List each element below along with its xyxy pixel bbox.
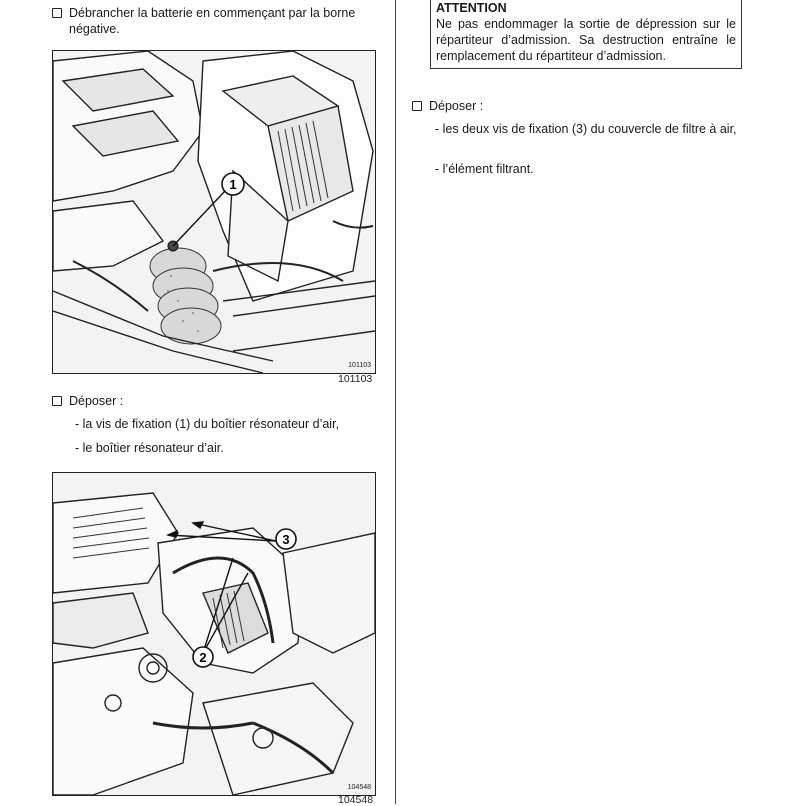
step3-item-2	[415, 161, 755, 177]
step-disconnect-battery	[50, 5, 399, 37]
sub-item-text: - la vis de fixation (1) du boîtier résonateur d’air,	[75, 417, 340, 431]
engine-figure-101103	[52, 50, 376, 374]
attention-title: ATTENTION	[436, 1, 507, 15]
step-remove-filter	[410, 98, 759, 114]
checkbox-bullet-icon	[52, 8, 62, 18]
engine-figure-104548	[52, 472, 376, 796]
marker-1: 1	[229, 177, 237, 192]
marker-2: 2	[199, 650, 207, 665]
figure-code-inner: 104548	[347, 784, 371, 791]
step3-item-1	[415, 121, 755, 137]
engine-illustration-1	[53, 51, 375, 373]
engine-illustration-2	[53, 473, 375, 795]
figure-code-inner: 101103	[348, 362, 371, 369]
sub-item-text: - les deux vis de fixation (3) du couvercle de filtre à air,	[435, 122, 737, 136]
marker-3: 3	[282, 532, 290, 547]
step2-item-1	[55, 416, 395, 432]
step-text: Débrancher la batterie en commençant par la borne négative.	[69, 6, 356, 36]
sub-item-text: - l’élément filtrant.	[435, 162, 534, 176]
step-title: Déposer :	[69, 394, 124, 408]
figure-code-104548: 104548	[338, 794, 374, 806]
checkbox-bullet-icon	[412, 101, 422, 111]
checkbox-bullet-icon	[52, 396, 62, 406]
figure-code-101103: 101103	[338, 373, 373, 385]
attention-box	[430, 0, 742, 69]
step-remove-resonator	[50, 393, 399, 409]
attention-text: Ne pas endommager la sortie de dépression sur le répartiteur d’admission. Sa destruction entraîne le remplacement du répartiteur d’admission.	[436, 17, 736, 63]
sub-item-text: - le boîtier résonateur d’air.	[75, 441, 224, 455]
step2-item-2	[55, 440, 395, 456]
step-title: Déposer :	[429, 99, 484, 113]
